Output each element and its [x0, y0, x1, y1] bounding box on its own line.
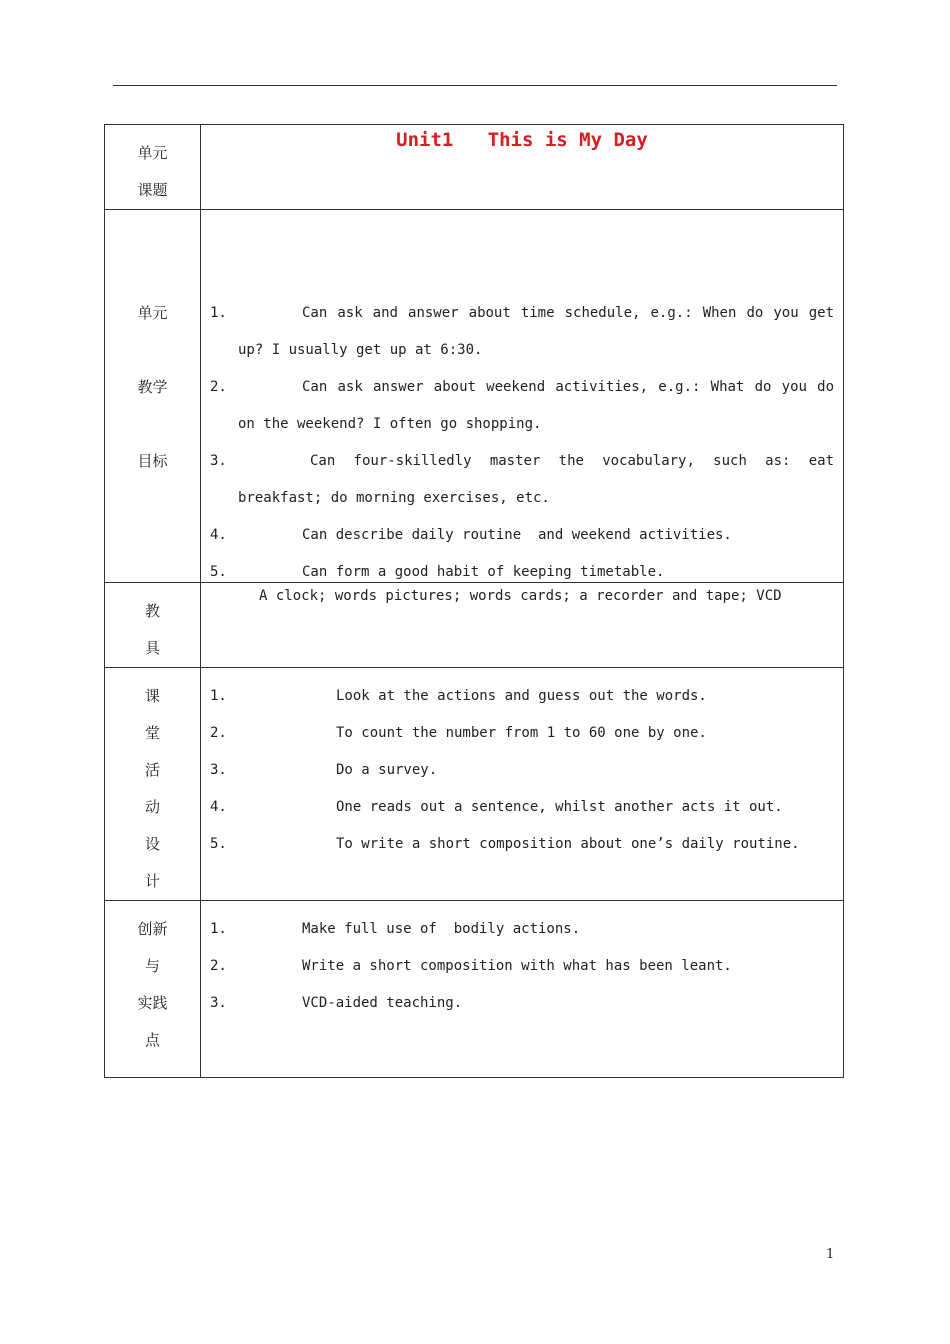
cell-unit-title: [201, 125, 844, 210]
list-item: [201, 789, 843, 826]
item-text: Write a short composition with what has been leant.: [302, 958, 732, 974]
item-continuation: on the weekend? I often go shopping.: [238, 416, 542, 432]
item-text: Look at the actions and guess out the words.: [336, 688, 707, 704]
item-text: One reads out a sentence, whilst another acts it out.: [336, 799, 783, 815]
item-number: 2.: [210, 958, 227, 974]
row-unit-topic: [105, 125, 844, 210]
item-line: Can four-skilledly master the vocabulary, such as: eat: [310, 453, 834, 469]
item-number: 1.: [210, 688, 227, 704]
item-line: Can ask and answer about time schedule, e.g.: When do you get: [302, 305, 834, 321]
label-line: 设: [144, 835, 160, 853]
list-item: [201, 369, 843, 443]
label-line: 创新: [137, 920, 168, 938]
label-line: 活: [144, 761, 160, 779]
item-number: 3.: [210, 995, 227, 1011]
label-line: 教学: [137, 378, 168, 396]
list-item: [201, 295, 843, 369]
row-teaching-aids: [105, 583, 844, 668]
label-teaching-objectives: [105, 210, 201, 583]
item-number: 3.: [210, 762, 227, 778]
label-line: 目标: [137, 452, 168, 470]
item-continuation: breakfast; do morning exercises, etc.: [238, 490, 550, 506]
page-number: 1: [826, 1247, 835, 1262]
label-teaching-aids: [105, 583, 201, 668]
label-line: 计: [144, 872, 160, 890]
item-number: 1.: [210, 305, 227, 321]
row-innovation-practice: [105, 901, 844, 1078]
list-item: [201, 911, 843, 948]
label-line: 教: [144, 602, 160, 620]
item-text: Can describe daily routine and weekend activities.: [302, 527, 732, 543]
item-number: 1.: [210, 921, 227, 937]
item-number: 2.: [210, 725, 227, 741]
row-classroom-activities: [105, 668, 844, 901]
item-text: To count the number from 1 to 60 one by one.: [336, 725, 707, 741]
label-unit-topic: [105, 125, 201, 210]
lesson-plan-table: [104, 124, 844, 1078]
item-number: 3.: [210, 453, 227, 469]
item-number: 4.: [210, 799, 227, 815]
list-item: [201, 752, 843, 789]
list-item: [201, 985, 843, 1022]
item-number: 2.: [210, 379, 227, 395]
label-innovation-practice: [105, 901, 201, 1078]
item-text: [240, 369, 834, 443]
item-number: 4.: [210, 527, 227, 543]
list-item: [201, 443, 843, 517]
item-line: Can ask answer about weekend activities, e.g.: What do you do: [302, 379, 834, 395]
label-line: 点: [144, 1031, 160, 1049]
label-line: 单元: [137, 144, 168, 162]
label-line: 具: [144, 639, 160, 657]
list-item: [201, 715, 843, 752]
teaching-aids-text: A clock; words pictures; words cards; a recorder and tape; VCD: [259, 588, 782, 604]
cell-activities-list: [201, 668, 844, 901]
cell-teaching-aids: [201, 583, 844, 668]
label-line: 动: [144, 798, 160, 816]
item-text: To write a short composition about one’s daily routine.: [336, 836, 800, 852]
item-text: Make full use of bodily actions.: [302, 921, 581, 937]
list-item: [201, 562, 843, 582]
item-number: 5.: [210, 836, 227, 852]
unit-title: Unit1 This is My Day: [396, 129, 648, 151]
item-text: [240, 295, 834, 369]
label-classroom-activities: [105, 668, 201, 901]
item-number: 5.: [210, 564, 227, 580]
item-continuation: up? I usually get up at 6:30.: [238, 342, 483, 358]
label-line: [105, 332, 200, 369]
label-line: 课: [144, 687, 160, 705]
row-teaching-objectives: [105, 210, 844, 583]
label-line: 与: [144, 957, 160, 975]
list-item: [201, 826, 843, 863]
cell-innovation-list: [201, 901, 844, 1078]
list-item: [201, 678, 843, 715]
item-text: [240, 443, 834, 517]
item-text: VCD-aided teaching.: [302, 995, 463, 1011]
list-item: [201, 948, 843, 985]
header-rule: [113, 85, 837, 86]
label-line: 堂: [144, 724, 160, 742]
label-line: 单元: [137, 304, 168, 322]
label-line: [105, 406, 200, 443]
item-text: Do a survey.: [336, 762, 438, 778]
cell-objectives-list: [201, 210, 844, 583]
item-text: Can form a good habit of keeping timetable.: [302, 564, 665, 580]
label-line: 实践: [137, 994, 168, 1012]
list-item: [201, 517, 843, 554]
label-line: 课题: [137, 181, 168, 199]
